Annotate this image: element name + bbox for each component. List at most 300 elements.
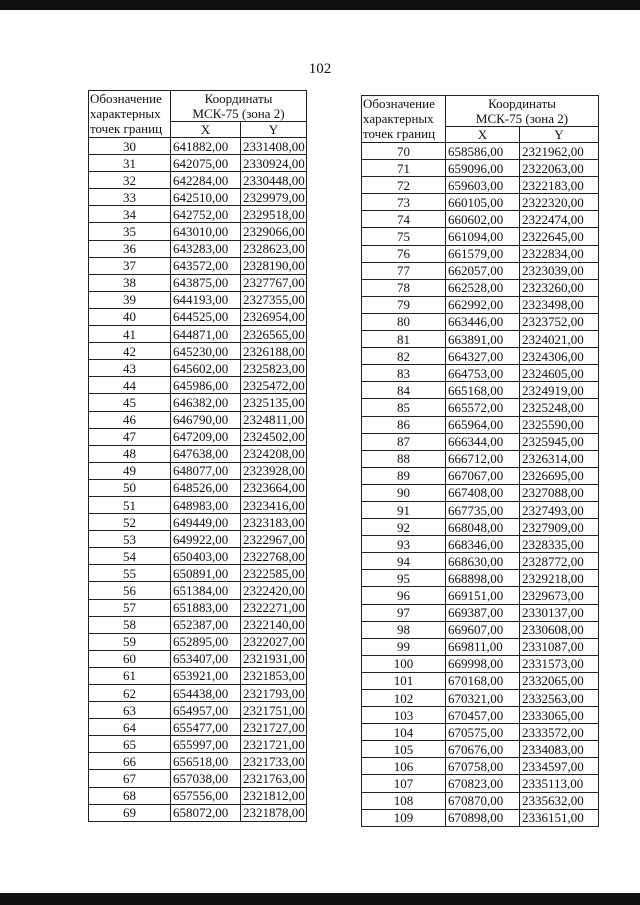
- y-coordinate-cell: 2324306,00: [520, 348, 599, 365]
- table-row: [89, 787, 307, 804]
- table-row: [362, 228, 599, 245]
- x-coordinate-cell: 670321,00: [446, 690, 520, 707]
- y-coordinate-cell: 2323039,00: [520, 262, 599, 279]
- point-number-cell: 80: [362, 313, 446, 330]
- x-coordinate-cell: 643875,00: [171, 274, 241, 291]
- x-coordinate-cell: 652895,00: [171, 633, 241, 650]
- y-coordinate-cell: 2323498,00: [520, 296, 599, 313]
- y-coordinate-cell: 2326695,00: [520, 467, 599, 484]
- y-column-header: Y: [520, 127, 599, 143]
- table-row: [362, 194, 599, 211]
- x-coordinate-cell: 648983,00: [171, 496, 241, 513]
- x-coordinate-cell: 655477,00: [171, 719, 241, 736]
- point-number-cell: 101: [362, 672, 446, 689]
- table-row: [362, 177, 599, 194]
- table-row: [362, 604, 599, 621]
- y-coordinate-cell: 2326314,00: [520, 450, 599, 467]
- x-coordinate-cell: 669387,00: [446, 604, 520, 621]
- table-row: [89, 411, 307, 428]
- y-coordinate-cell: 2321962,00: [520, 143, 599, 160]
- table-row: [362, 809, 599, 826]
- y-coordinate-cell: 2322271,00: [241, 599, 307, 616]
- table-row: [362, 672, 599, 689]
- x-coordinate-cell: 647638,00: [171, 445, 241, 462]
- x-coordinate-cell: 670758,00: [446, 758, 520, 775]
- x-coordinate-cell: 660602,00: [446, 211, 520, 228]
- point-number-cell: 98: [362, 621, 446, 638]
- y-coordinate-cell: 2331408,00: [241, 138, 307, 155]
- point-number-cell: 32: [89, 172, 171, 189]
- x-coordinate-cell: 644525,00: [171, 308, 241, 325]
- x-coordinate-cell: 644871,00: [171, 326, 241, 343]
- y-coordinate-cell: 2325945,00: [520, 433, 599, 450]
- x-coordinate-cell: 653407,00: [171, 650, 241, 667]
- y-coordinate-cell: 2322768,00: [241, 548, 307, 565]
- page-number: 102: [308, 61, 332, 77]
- point-number-cell: 91: [362, 501, 446, 518]
- table-row: [89, 804, 307, 821]
- table-row: [89, 240, 307, 257]
- y-coordinate-cell: 2324919,00: [520, 382, 599, 399]
- table-row: [362, 296, 599, 313]
- table-row: [362, 587, 599, 604]
- y-coordinate-cell: 2329066,00: [241, 223, 307, 240]
- x-coordinate-cell: 648077,00: [171, 462, 241, 479]
- point-number-cell: 90: [362, 484, 446, 501]
- x-coordinate-cell: 645602,00: [171, 360, 241, 377]
- y-coordinate-cell: 2331087,00: [520, 638, 599, 655]
- y-coordinate-cell: 2321793,00: [241, 685, 307, 702]
- table-row: [89, 650, 307, 667]
- table-row: [89, 736, 307, 753]
- table-row: [362, 724, 599, 741]
- table-row: [362, 655, 599, 672]
- point-number-cell: 75: [362, 228, 446, 245]
- point-number-cell: 56: [89, 582, 171, 599]
- x-coordinate-cell: 662528,00: [446, 279, 520, 296]
- y-coordinate-cell: 2322140,00: [241, 616, 307, 633]
- point-number-cell: 71: [362, 160, 446, 177]
- point-number-cell: 53: [89, 531, 171, 548]
- x-coordinate-cell: 643010,00: [171, 223, 241, 240]
- x-coordinate-cell: 664753,00: [446, 365, 520, 382]
- coordinates-table-right: [361, 95, 599, 827]
- table-row: [362, 143, 599, 160]
- y-coordinate-cell: 2330137,00: [520, 604, 599, 621]
- x-coordinate-cell: 670676,00: [446, 741, 520, 758]
- table-row: [89, 206, 307, 223]
- x-coordinate-cell: 670870,00: [446, 792, 520, 809]
- x-coordinate-cell: 651384,00: [171, 582, 241, 599]
- table-row: [362, 758, 599, 775]
- point-number-cell: 79: [362, 296, 446, 313]
- table-row: [89, 257, 307, 274]
- table-row: [362, 211, 599, 228]
- x-coordinate-cell: 669998,00: [446, 655, 520, 672]
- y-coordinate-cell: 2328772,00: [520, 553, 599, 570]
- x-coordinate-cell: 649922,00: [171, 531, 241, 548]
- y-coordinate-cell: 2330448,00: [241, 172, 307, 189]
- coordinates-table-left: [88, 90, 307, 822]
- x-coordinate-cell: 663446,00: [446, 313, 520, 330]
- table-row: [89, 377, 307, 394]
- point-number-cell: 31: [89, 155, 171, 172]
- y-coordinate-cell: 2322063,00: [520, 160, 599, 177]
- table-row: [89, 155, 307, 172]
- point-number-cell: 70: [362, 143, 446, 160]
- table-row: [362, 262, 599, 279]
- point-number-cell: 38: [89, 274, 171, 291]
- point-number-cell: 76: [362, 245, 446, 262]
- point-number-cell: 73: [362, 194, 446, 211]
- x-coordinate-cell: 644193,00: [171, 291, 241, 308]
- x-coordinate-cell: 646382,00: [171, 394, 241, 411]
- y-coordinate-cell: 2324021,00: [520, 331, 599, 348]
- x-coordinate-cell: 657556,00: [171, 787, 241, 804]
- x-coordinate-cell: 667408,00: [446, 484, 520, 501]
- y-coordinate-cell: 2335632,00: [520, 792, 599, 809]
- table-row: [362, 553, 599, 570]
- x-coordinate-cell: 670823,00: [446, 775, 520, 792]
- table-row: [89, 514, 307, 531]
- point-number-cell: 107: [362, 775, 446, 792]
- table-row: [362, 433, 599, 450]
- point-number-cell: 61: [89, 667, 171, 684]
- x-coordinate-cell: 662992,00: [446, 296, 520, 313]
- x-coordinate-cell: 668898,00: [446, 570, 520, 587]
- coords-system-header: Координаты МСК-75 (зона 2): [171, 91, 307, 122]
- x-coordinate-cell: 658072,00: [171, 804, 241, 821]
- table-body-right: [362, 143, 599, 827]
- point-number-cell: 87: [362, 433, 446, 450]
- table-row: [89, 462, 307, 479]
- y-coordinate-cell: 2321763,00: [241, 770, 307, 787]
- point-number-cell: 43: [89, 360, 171, 377]
- x-coordinate-cell: 662057,00: [446, 262, 520, 279]
- x-coordinate-cell: 669811,00: [446, 638, 520, 655]
- table-row: [89, 360, 307, 377]
- y-coordinate-cell: 2323752,00: [520, 313, 599, 330]
- y-coordinate-cell: 2321931,00: [241, 650, 307, 667]
- table-row: [362, 416, 599, 433]
- y-coordinate-cell: 2321751,00: [241, 702, 307, 719]
- x-coordinate-cell: 648526,00: [171, 479, 241, 496]
- y-coordinate-cell: 2323928,00: [241, 462, 307, 479]
- table-row: [362, 775, 599, 792]
- point-number-cell: 60: [89, 650, 171, 667]
- point-number-cell: 84: [362, 382, 446, 399]
- x-coordinate-cell: 649449,00: [171, 514, 241, 531]
- y-coordinate-cell: 2323260,00: [520, 279, 599, 296]
- x-coordinate-cell: 653921,00: [171, 667, 241, 684]
- x-coordinate-cell: 651883,00: [171, 599, 241, 616]
- point-number-cell: 33: [89, 189, 171, 206]
- x-coordinate-cell: 646790,00: [171, 411, 241, 428]
- point-number-cell: 57: [89, 599, 171, 616]
- x-coordinate-cell: 660105,00: [446, 194, 520, 211]
- x-coordinate-cell: 661094,00: [446, 228, 520, 245]
- point-number-cell: 67: [89, 770, 171, 787]
- x-coordinate-cell: 669151,00: [446, 587, 520, 604]
- y-coordinate-cell: 2327493,00: [520, 501, 599, 518]
- y-coordinate-cell: 2324208,00: [241, 445, 307, 462]
- y-coordinate-cell: 2325135,00: [241, 394, 307, 411]
- point-number-cell: 95: [362, 570, 446, 587]
- point-number-cell: 42: [89, 343, 171, 360]
- y-coordinate-cell: 2321721,00: [241, 736, 307, 753]
- y-coordinate-cell: 2325590,00: [520, 416, 599, 433]
- point-number-cell: 72: [362, 177, 446, 194]
- point-number-cell: 69: [89, 804, 171, 821]
- x-coordinate-cell: 669607,00: [446, 621, 520, 638]
- x-coordinate-cell: 650403,00: [171, 548, 241, 565]
- table-row: [362, 501, 599, 518]
- x-coordinate-cell: 645230,00: [171, 343, 241, 360]
- table-row: [362, 621, 599, 638]
- point-number-cell: 81: [362, 331, 446, 348]
- point-number-cell: 105: [362, 741, 446, 758]
- point-number-cell: 104: [362, 724, 446, 741]
- point-number-cell: 51: [89, 496, 171, 513]
- table-row: [362, 638, 599, 655]
- table-row: [89, 428, 307, 445]
- x-coordinate-cell: 642075,00: [171, 155, 241, 172]
- table-row: [362, 365, 599, 382]
- table-row: [89, 223, 307, 240]
- table-row: [89, 667, 307, 684]
- point-number-cell: 99: [362, 638, 446, 655]
- point-number-cell: 63: [89, 702, 171, 719]
- point-number-cell: 88: [362, 450, 446, 467]
- point-number-cell: 77: [362, 262, 446, 279]
- x-column-header: X: [171, 122, 241, 138]
- point-number-cell: 82: [362, 348, 446, 365]
- y-coordinate-cell: 2321878,00: [241, 804, 307, 821]
- point-label-header: Обозначение характерных точек границ: [89, 91, 171, 138]
- point-number-cell: 39: [89, 291, 171, 308]
- y-coordinate-cell: 2322585,00: [241, 565, 307, 582]
- point-number-cell: 30: [89, 138, 171, 155]
- table-row: [362, 382, 599, 399]
- table-row: [362, 160, 599, 177]
- table-row: [362, 536, 599, 553]
- x-coordinate-cell: 642752,00: [171, 206, 241, 223]
- point-number-cell: 52: [89, 514, 171, 531]
- table-row: [89, 138, 307, 155]
- x-coordinate-cell: 666712,00: [446, 450, 520, 467]
- table-row: [89, 445, 307, 462]
- x-coordinate-cell: 670898,00: [446, 809, 520, 826]
- table-row: [89, 685, 307, 702]
- point-number-cell: 45: [89, 394, 171, 411]
- table-row: [362, 741, 599, 758]
- x-coordinate-cell: 667735,00: [446, 501, 520, 518]
- y-coordinate-cell: 2321853,00: [241, 667, 307, 684]
- x-coordinate-cell: 642510,00: [171, 189, 241, 206]
- point-number-cell: 62: [89, 685, 171, 702]
- y-coordinate-cell: 2322645,00: [520, 228, 599, 245]
- table-row: [362, 519, 599, 536]
- scan-bottom-border: [0, 893, 640, 905]
- y-column-header: Y: [241, 122, 307, 138]
- point-number-cell: 46: [89, 411, 171, 428]
- y-coordinate-cell: 2328190,00: [241, 257, 307, 274]
- y-coordinate-cell: 2323664,00: [241, 479, 307, 496]
- x-coordinate-cell: 655997,00: [171, 736, 241, 753]
- point-number-cell: 41: [89, 326, 171, 343]
- point-number-cell: 47: [89, 428, 171, 445]
- x-coordinate-cell: 647209,00: [171, 428, 241, 445]
- x-coordinate-cell: 645986,00: [171, 377, 241, 394]
- table-row: [362, 467, 599, 484]
- x-coordinate-cell: 670168,00: [446, 672, 520, 689]
- x-coordinate-cell: 643283,00: [171, 240, 241, 257]
- table-row: [89, 326, 307, 343]
- table-row: [89, 308, 307, 325]
- x-coordinate-cell: 670457,00: [446, 707, 520, 724]
- y-coordinate-cell: 2324605,00: [520, 365, 599, 382]
- table-row: [362, 450, 599, 467]
- y-coordinate-cell: 2321733,00: [241, 753, 307, 770]
- y-coordinate-cell: 2322320,00: [520, 194, 599, 211]
- x-coordinate-cell: 666344,00: [446, 433, 520, 450]
- point-number-cell: 97: [362, 604, 446, 621]
- point-number-cell: 64: [89, 719, 171, 736]
- table-row: [362, 399, 599, 416]
- y-coordinate-cell: 2333572,00: [520, 724, 599, 741]
- point-number-cell: 103: [362, 707, 446, 724]
- x-coordinate-cell: 650891,00: [171, 565, 241, 582]
- y-coordinate-cell: 2329673,00: [520, 587, 599, 604]
- point-number-cell: 85: [362, 399, 446, 416]
- point-number-cell: 89: [362, 467, 446, 484]
- y-coordinate-cell: 2325472,00: [241, 377, 307, 394]
- point-number-cell: 100: [362, 655, 446, 672]
- point-number-cell: 65: [89, 736, 171, 753]
- y-coordinate-cell: 2324811,00: [241, 411, 307, 428]
- point-number-cell: 96: [362, 587, 446, 604]
- point-number-cell: 94: [362, 553, 446, 570]
- x-coordinate-cell: 668048,00: [446, 519, 520, 536]
- table-row: [362, 484, 599, 501]
- table-row: [362, 570, 599, 587]
- x-coordinate-cell: 668346,00: [446, 536, 520, 553]
- table-row: [89, 633, 307, 650]
- x-coordinate-cell: 659603,00: [446, 177, 520, 194]
- point-number-cell: 109: [362, 809, 446, 826]
- point-number-cell: 68: [89, 787, 171, 804]
- point-number-cell: 40: [89, 308, 171, 325]
- point-number-cell: 74: [362, 211, 446, 228]
- point-number-cell: 34: [89, 206, 171, 223]
- y-coordinate-cell: 2322834,00: [520, 245, 599, 262]
- table-row: [89, 172, 307, 189]
- point-number-cell: 58: [89, 616, 171, 633]
- table-row: [89, 189, 307, 206]
- x-coordinate-cell: 663891,00: [446, 331, 520, 348]
- point-number-cell: 35: [89, 223, 171, 240]
- y-coordinate-cell: 2329518,00: [241, 206, 307, 223]
- y-coordinate-cell: 2327767,00: [241, 274, 307, 291]
- table-row: [89, 531, 307, 548]
- x-coordinate-cell: 661579,00: [446, 245, 520, 262]
- y-coordinate-cell: 2329979,00: [241, 189, 307, 206]
- point-number-cell: 48: [89, 445, 171, 462]
- y-coordinate-cell: 2333065,00: [520, 707, 599, 724]
- y-coordinate-cell: 2322027,00: [241, 633, 307, 650]
- y-coordinate-cell: 2327088,00: [520, 484, 599, 501]
- y-coordinate-cell: 2322967,00: [241, 531, 307, 548]
- table-row: [89, 770, 307, 787]
- y-coordinate-cell: 2327909,00: [520, 519, 599, 536]
- x-coordinate-cell: 654957,00: [171, 702, 241, 719]
- y-coordinate-cell: 2322474,00: [520, 211, 599, 228]
- table-body-left: [89, 138, 307, 822]
- point-number-cell: 108: [362, 792, 446, 809]
- y-coordinate-cell: 2327355,00: [241, 291, 307, 308]
- y-coordinate-cell: 2335113,00: [520, 775, 599, 792]
- x-coordinate-cell: 665964,00: [446, 416, 520, 433]
- y-coordinate-cell: 2331573,00: [520, 655, 599, 672]
- y-coordinate-cell: 2330608,00: [520, 621, 599, 638]
- x-coordinate-cell: 654438,00: [171, 685, 241, 702]
- x-coordinate-cell: 667067,00: [446, 467, 520, 484]
- table-row: [89, 548, 307, 565]
- y-coordinate-cell: 2336151,00: [520, 809, 599, 826]
- point-number-cell: 54: [89, 548, 171, 565]
- y-coordinate-cell: 2321727,00: [241, 719, 307, 736]
- y-coordinate-cell: 2323416,00: [241, 496, 307, 513]
- point-number-cell: 106: [362, 758, 446, 775]
- table-row: [89, 616, 307, 633]
- y-coordinate-cell: 2325823,00: [241, 360, 307, 377]
- table-row: [89, 565, 307, 582]
- table-row: [89, 582, 307, 599]
- scan-top-border: [0, 0, 640, 10]
- y-coordinate-cell: 2326565,00: [241, 326, 307, 343]
- point-number-cell: 102: [362, 690, 446, 707]
- point-number-cell: 78: [362, 279, 446, 296]
- table-row: [89, 753, 307, 770]
- coords-system-header: Координаты МСК-75 (зона 2): [446, 96, 599, 127]
- x-coordinate-cell: 665168,00: [446, 382, 520, 399]
- point-number-cell: 55: [89, 565, 171, 582]
- table-row: [362, 707, 599, 724]
- y-coordinate-cell: 2323183,00: [241, 514, 307, 531]
- table-row: [362, 792, 599, 809]
- point-number-cell: 93: [362, 536, 446, 553]
- point-number-cell: 44: [89, 377, 171, 394]
- y-coordinate-cell: 2326954,00: [241, 308, 307, 325]
- table-row: [89, 599, 307, 616]
- y-coordinate-cell: 2328335,00: [520, 536, 599, 553]
- y-coordinate-cell: 2332065,00: [520, 672, 599, 689]
- table-row: [89, 702, 307, 719]
- x-coordinate-cell: 665572,00: [446, 399, 520, 416]
- x-coordinate-cell: 659096,00: [446, 160, 520, 177]
- y-coordinate-cell: 2326188,00: [241, 343, 307, 360]
- y-coordinate-cell: 2328623,00: [241, 240, 307, 257]
- point-number-cell: 37: [89, 257, 171, 274]
- table-row: [362, 348, 599, 365]
- y-coordinate-cell: 2329218,00: [520, 570, 599, 587]
- x-coordinate-cell: 656518,00: [171, 753, 241, 770]
- table-row: [89, 394, 307, 411]
- y-coordinate-cell: 2330924,00: [241, 155, 307, 172]
- x-coordinate-cell: 641882,00: [171, 138, 241, 155]
- x-coordinate-cell: 668630,00: [446, 553, 520, 570]
- table-row: [89, 274, 307, 291]
